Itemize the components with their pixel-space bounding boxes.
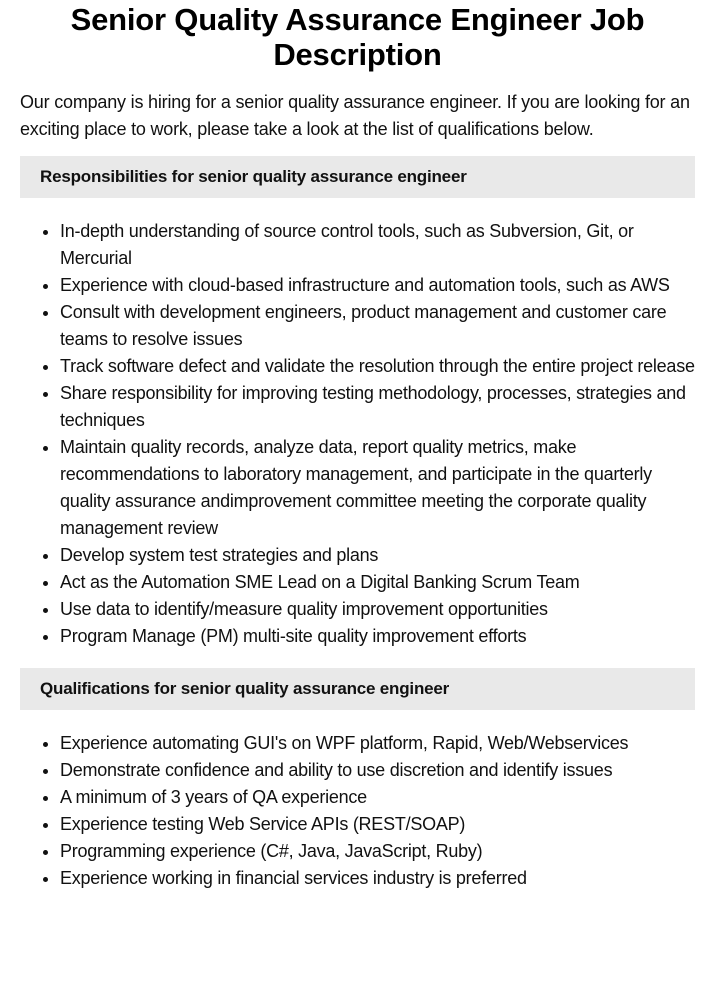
- bullet-icon: [43, 311, 48, 316]
- bullet-icon: [43, 446, 48, 451]
- list-item: Consult with development engineers, product management and customer care teams to resolve issues: [60, 299, 695, 353]
- responsibilities-header-label: Responsibilities for senior quality assurance engineer: [40, 167, 467, 186]
- bullet-icon: [43, 823, 48, 828]
- bullet-icon: [43, 850, 48, 855]
- qualifications-header: [20, 668, 695, 710]
- list-item: Share responsibility for improving testing methodology, processes, strategies and techniques: [60, 380, 695, 434]
- list-item: Experience with cloud-based infrastructure and automation tools, such as AWS: [60, 272, 695, 299]
- bullet-icon: [43, 284, 48, 289]
- bullet-icon: [43, 796, 48, 801]
- qualifications-header-label: Qualifications for senior quality assurance engineer: [40, 679, 450, 698]
- list-item: A minimum of 3 years of QA experience: [60, 784, 695, 811]
- bullet-icon: [43, 769, 48, 774]
- list-item: Program Manage (PM) multi-site quality improvement efforts: [60, 623, 695, 650]
- bullet-icon: [43, 230, 48, 235]
- bullet-icon: [43, 392, 48, 397]
- bullet-icon: [43, 877, 48, 882]
- list-item: Maintain quality records, analyze data, report quality metrics, make recommendations to laboratory management, and participate in the quarterly quality assurance andimprovement committee meeting the corporate quality management review: [60, 434, 695, 542]
- intro-paragraph: Our company is hiring for a senior quality assurance engineer. If you are looking for an exciting place to work, please take a look at the list of qualifications below.: [20, 92, 690, 139]
- list-item: Track software defect and validate the resolution through the entire project release: [60, 353, 695, 380]
- list-item: In-depth understanding of source control tools, such as Subversion, Git, or Mercurial: [60, 218, 695, 272]
- bullet-icon: [43, 365, 48, 370]
- list-item: Act as the Automation SME Lead on a Digital Banking Scrum Team: [60, 569, 695, 596]
- list-item: Experience testing Web Service APIs (REST/SOAP): [60, 811, 695, 838]
- list-item: Demonstrate confidence and ability to use discretion and identify issues: [60, 757, 695, 784]
- responsibilities-header: [20, 156, 695, 198]
- responsibilities-list: [20, 218, 695, 650]
- list-item: Use data to identify/measure quality improvement opportunities: [60, 596, 695, 623]
- bullet-icon: [43, 608, 48, 613]
- qualifications-list: [20, 730, 695, 892]
- bullet-icon: [43, 635, 48, 640]
- list-item: Experience automating GUI's on WPF platform, Rapid, Web/Webservices: [60, 730, 695, 757]
- page-title: Senior Quality Assurance Engineer Job Description: [70, 2, 645, 72]
- bullet-icon: [43, 742, 48, 747]
- list-item: Programming experience (C#, Java, JavaScript, Ruby): [60, 838, 695, 865]
- list-item: Experience working in financial services industry is preferred: [60, 865, 695, 892]
- bullet-icon: [43, 581, 48, 586]
- bullet-icon: [43, 554, 48, 559]
- list-item: Develop system test strategies and plans: [60, 542, 695, 569]
